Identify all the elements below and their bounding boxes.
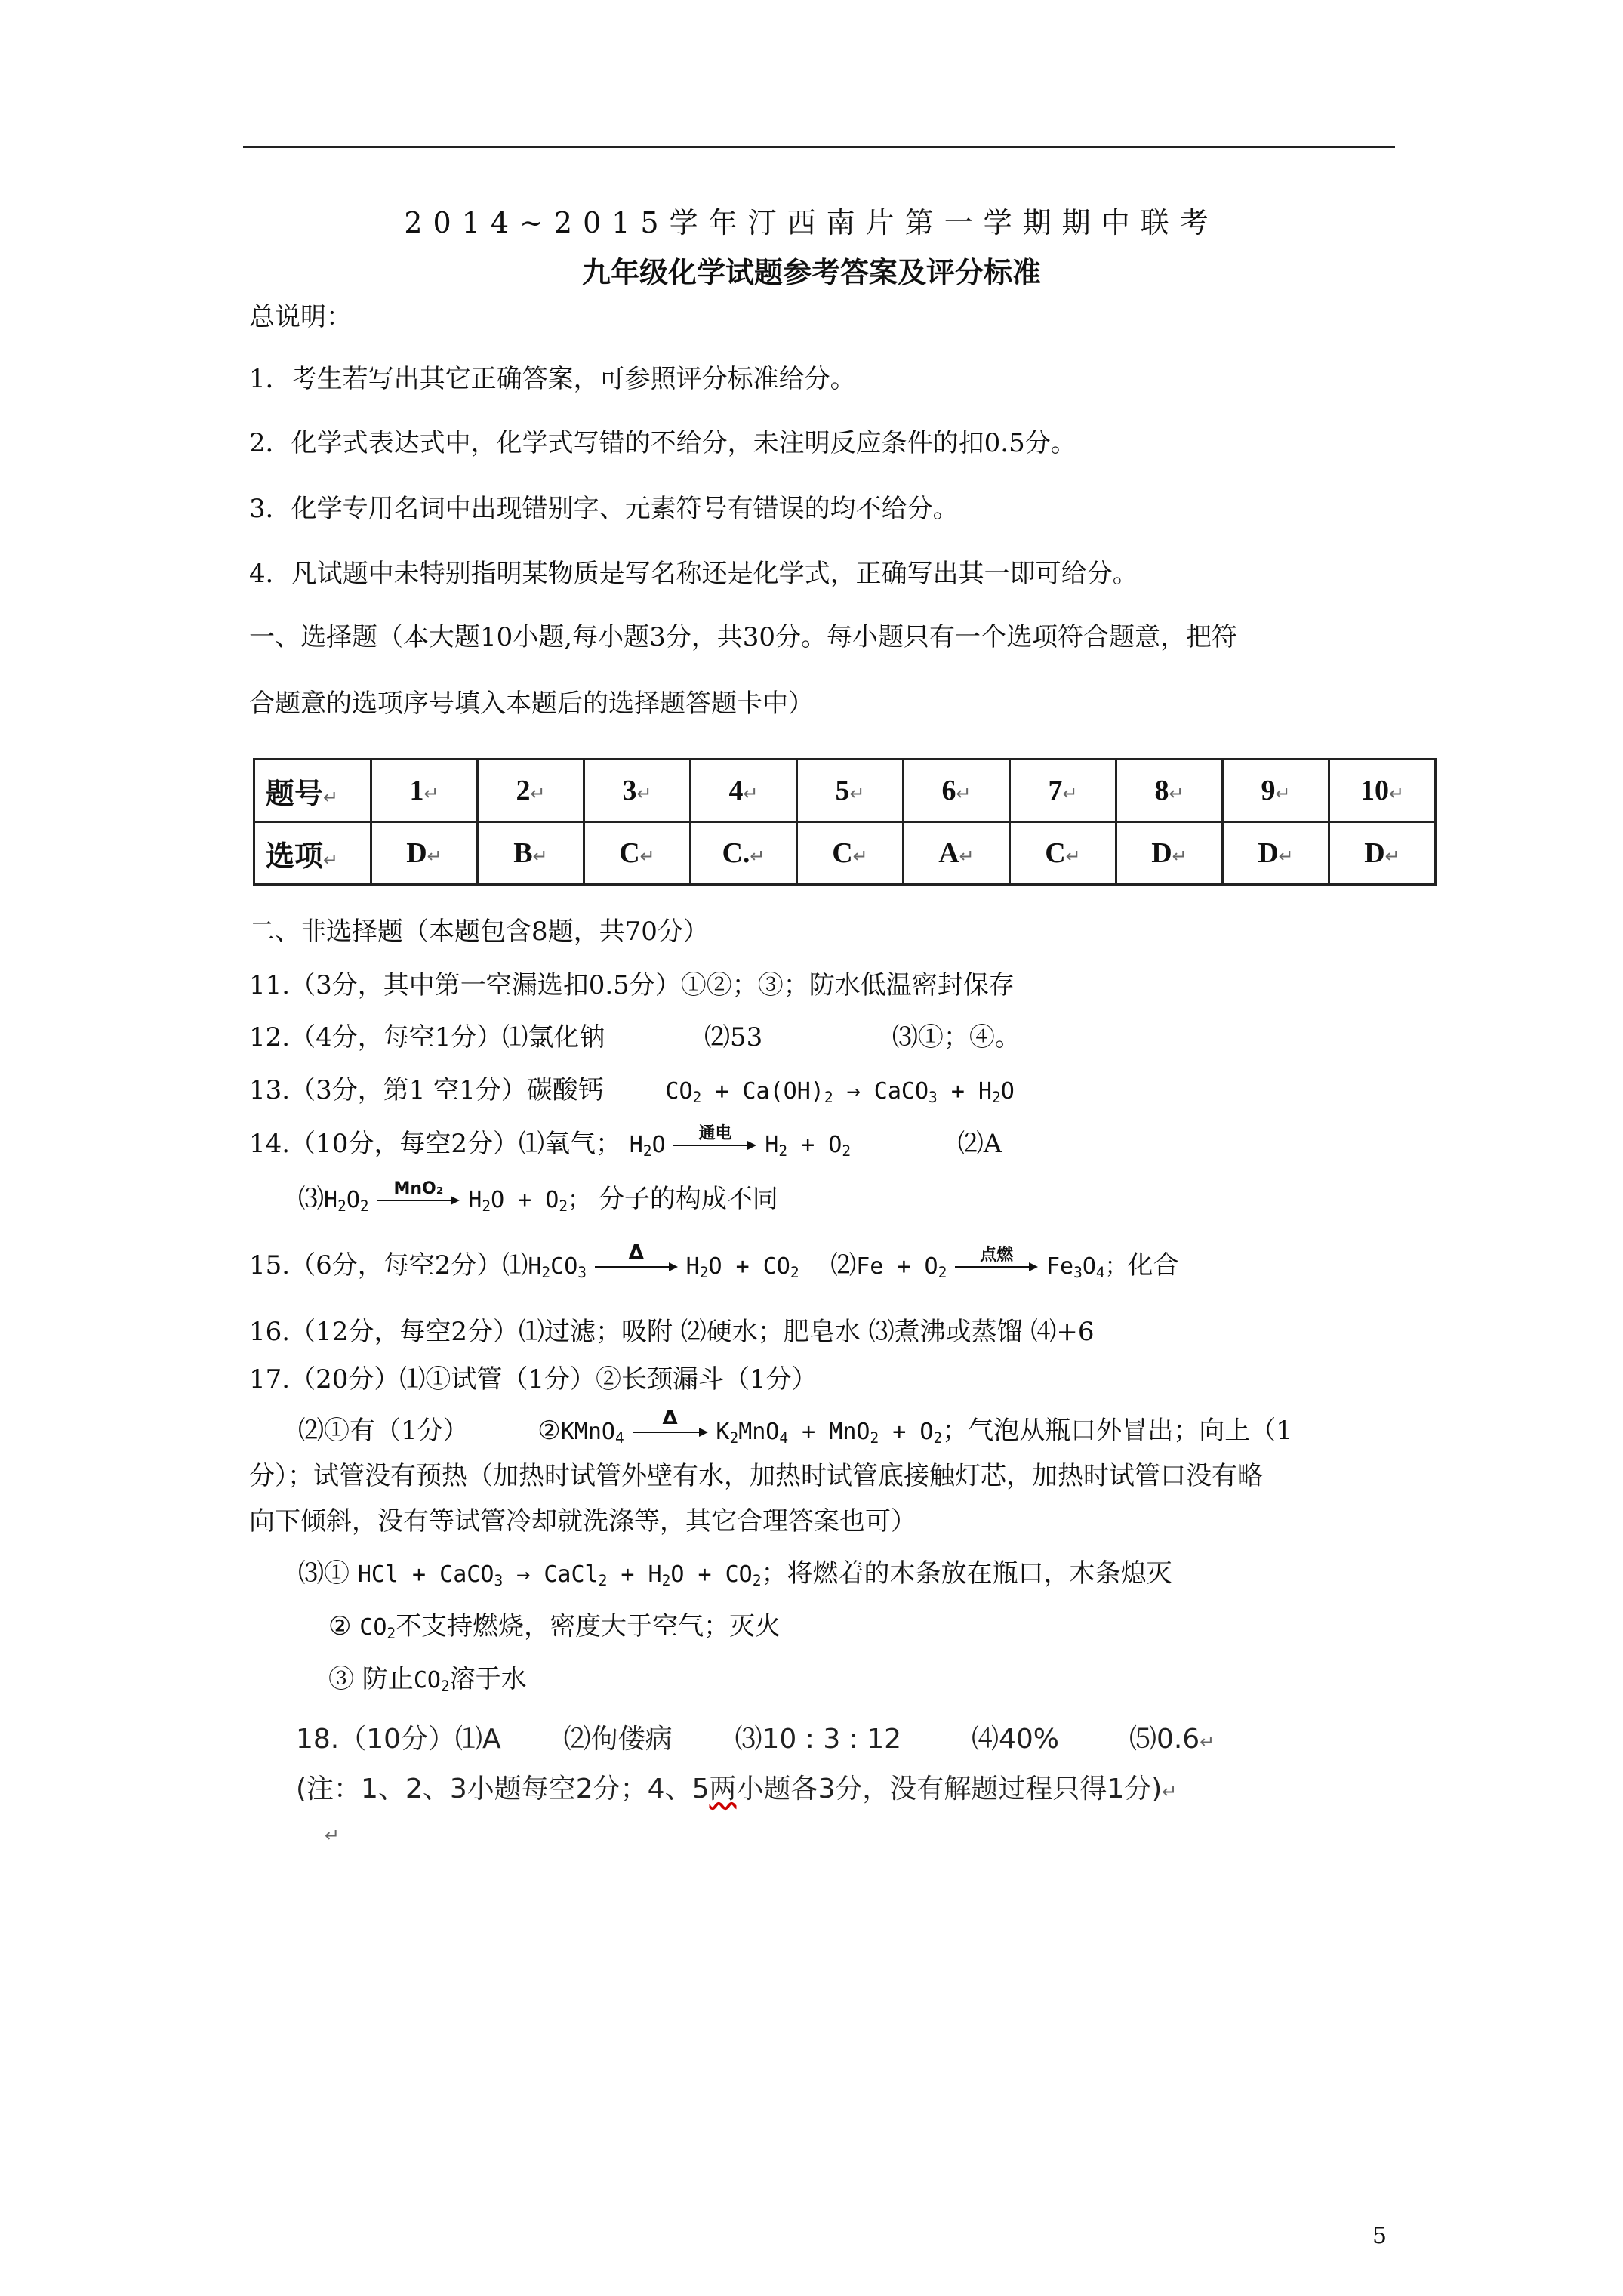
section1-heading-line1: 一、选择题（本大题10小题,每小题3分，共30分。每小题只有一个选项符合题意，把符 <box>249 622 1237 652</box>
table-cell: 6↵ <box>904 760 1010 822</box>
table-cell: D↵ <box>1329 822 1436 885</box>
table-cell: 3↵ <box>584 760 691 822</box>
section2-heading: 二、非选择题（本题包含8题，共70分） <box>249 917 709 947</box>
table-row <box>254 760 1436 822</box>
table-cell: 5↵ <box>797 760 904 822</box>
table-cell: 7↵ <box>1010 760 1116 822</box>
table-cell: C↵ <box>1010 822 1116 885</box>
answer-q16: 16.（12分，每空2分）⑴过滤；吸附 ⑵硬水；肥皂水 ⑶煮沸或蒸馏 ⑷+6 <box>249 1317 1095 1347</box>
answer-q11: 11.（3分，其中第一空漏选扣0.5分）①②；③；防水低温密封保存 <box>249 970 1015 1000</box>
reaction-arrow-ignite: 点燃 <box>955 1262 1038 1272</box>
general-item-1: 1．考生若写出其它正确答案，可参照评分标准给分。 <box>249 364 856 394</box>
table-cell: 10↵ <box>1329 760 1436 822</box>
page-number: 5 <box>1372 2223 1387 2249</box>
general-item-2: 2．化学式表达式中，化学式写错的不给分，未注明反应条件的扣0.5分。 <box>249 428 1076 458</box>
reaction-arrow-electrolysis: 通电 <box>673 1140 756 1151</box>
answer-q12: 12.（4分，每空1分）⑴氯化钠 ⑵53 ⑶①；④。 <box>249 1022 1021 1052</box>
table-cell: 8↵ <box>1116 760 1223 822</box>
table-cell: B↵ <box>478 822 584 885</box>
exam-subtitle: 九年级化学试题参考答案及评分标准 <box>581 255 1041 289</box>
section1-heading-line2: 合题意的选项序号填入本题后的选择题答题卡中） <box>249 689 814 719</box>
equation-q13: $CO_2 + Ca(OH)_2$ → CaCO$_3$ + $H_2O$ <box>665 1078 1015 1106</box>
answer-table <box>253 758 1437 886</box>
reaction-arrow-catalyst: MnO₂ <box>377 1195 460 1206</box>
exam-title: 2014~2015学年汀西南片第一学期期中联考 <box>404 206 1219 239</box>
row-label-number: 题号↵ <box>254 760 371 822</box>
table-cell: A↵ <box>904 822 1010 885</box>
general-item-3: 3．化学专用名词中出现错别字、元素符号有错误的均不给分。 <box>249 494 959 524</box>
row-label-answer: 选项↵ <box>254 822 371 885</box>
table-cell: D↵ <box>1223 822 1329 885</box>
table-cell: D↵ <box>1116 822 1223 885</box>
table-row <box>254 822 1436 885</box>
table-cell: 4↵ <box>691 760 797 822</box>
answer-q13: 13.（3分，第1 空1分）碳酸钙 $CO_2 + Ca(OH)_2$ → CaCO$_3$ + $H_2O$ <box>249 1075 1015 1106</box>
table-cell: 1↵ <box>371 760 478 822</box>
answer-q18-line1: 18.（10分）⑴A ⑵佝偻病 ⑶10 : 3 : 12 ⑷40% ⑸0.6↵ <box>296 1724 1215 1755</box>
answer-q17-line5: ⑶① HCl + CaCO$_3$ → CaCl$_2$ + $H_2O + CO_2$；将燃着的木条放在瓶口，木条熄灭 <box>298 1558 1172 1589</box>
answer-q14-line2: $⑶H_2O_2$ MnO₂ $H_2O + O_2$； 分子的构成不同 <box>298 1179 778 1215</box>
table-cell: C↵ <box>584 822 691 885</box>
answer-q14-line1: 14.（10分，每空2分）⑴氧气； $H_2O$ 通电 $H_2 + O_2$ ⑵A <box>249 1124 1002 1160</box>
general-heading: 总说明： <box>249 302 352 332</box>
general-item-4: 4．凡试题中未特别指明某物质是写名称还是化学式，正确写出其一即可给分。 <box>249 559 1138 589</box>
answer-q17-line7: ③ 防止$CO_2$溶于水 <box>328 1664 527 1695</box>
table-cell: 2↵ <box>478 760 584 822</box>
answer-q17-line4: 向下倾斜，没有等试管冷却就洗涤等，其它合理答案也可） <box>249 1506 916 1536</box>
answer-q17-line3: 分）；试管没有预热（加热时试管外壁有水，加热时试管底接触灯芯，加热时试管口没有略 <box>249 1461 1263 1491</box>
paragraph-mark: ↵ <box>325 1825 340 1846</box>
table-cell: C.↵ <box>691 822 797 885</box>
table-cell: C↵ <box>797 822 904 885</box>
table-cell: D↵ <box>371 822 478 885</box>
table-cell: 9↵ <box>1223 760 1329 822</box>
header-rule <box>243 146 1395 148</box>
answer-q18-note: (注：1、2、3小题每空2分；4、5两小题各3分，没有解题过程只得1分)↵ <box>296 1774 1178 1804</box>
answer-q15: 15.（6分，每空2分）$⑴H_2CO_3$ Δ $H_2O + CO_2$ ⑵Fe + $O_2$ 点燃 $Fe_3O_4$；化合 <box>249 1241 1179 1281</box>
reaction-arrow-heat: Δ <box>595 1262 678 1272</box>
answer-q17-line1: 17.（20分）⑴①试管（1分）②长颈漏斗（1分） <box>249 1364 818 1395</box>
answer-q17-line6: ② $CO_2$不支持燃烧，密度大于空气；灭火 <box>328 1611 781 1642</box>
answer-q17-line2: ⑵①有（1分） ②KMnO$_4$ Δ $K_2MnO_4 + MnO_2 + O_2$；气泡从瓶口外冒出；向上（1 <box>298 1407 1292 1447</box>
reaction-arrow-heat-kmno4: Δ <box>633 1427 708 1438</box>
